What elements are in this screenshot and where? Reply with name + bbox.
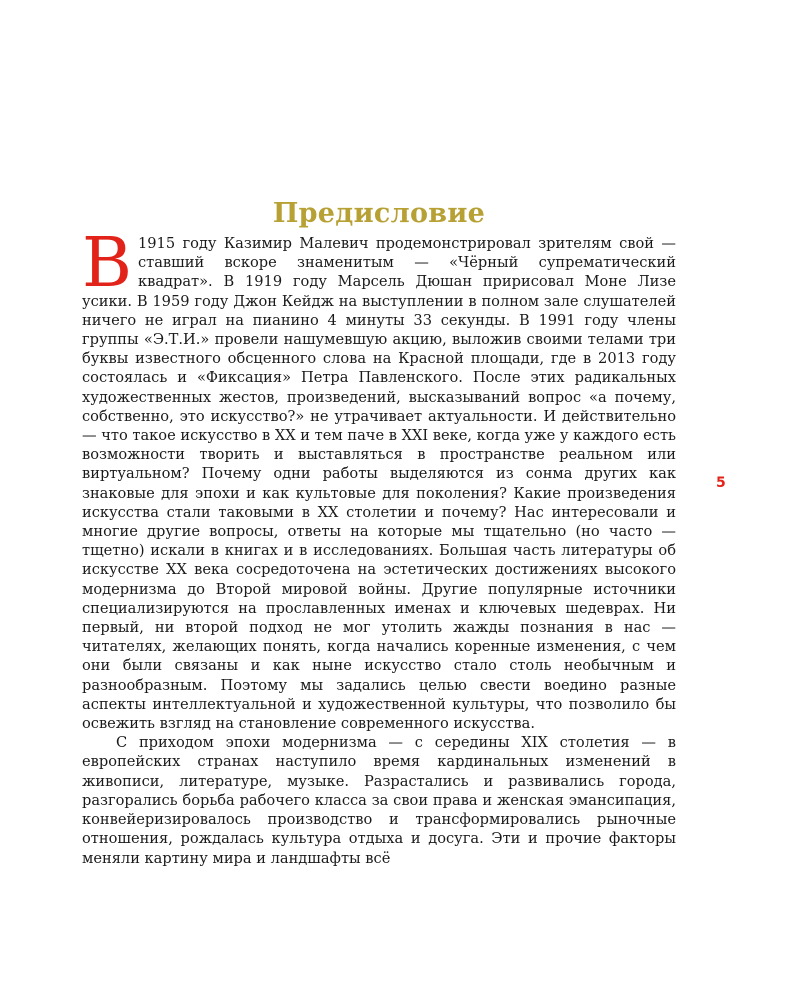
paragraph-2: С приходом эпохи модернизма — с середины XIX столетия — в европейских странах наступило время кардинальных изменений в живописи, литературе, музыке. Разрастались и развивались города, разгорались борьба рабочего класса за свои права и женская эмансипация, конвейеризировалось производство и трансформировались рыночные отношения, рождалась культура отдыха и досуга. Эти и прочие факторы меняли картину мира и ландшафты всё <box>82 734 676 867</box>
chapter-title: Предисловие <box>272 198 486 230</box>
paragraph-1 <box>82 224 676 733</box>
page-number: 5 <box>716 475 726 491</box>
body-text <box>82 224 676 868</box>
drop-cap: В <box>82 224 132 303</box>
paragraph-1-text: 1915 году Казимир Малевич продемонстрировал зрителям свой — ставший вскоре знаменитым — «Чёрный супрематический квадрат». В 1919 году Марсель Дюшан пририсовал Моне Лизе усики. В 1959 году Джон Кейдж на выступлении в полном зале слушателей ничего не играл на пианино 4 минуты 33 секунды. В 1991 году члены группы «Э.Т.И.» провели нашумевшую акцию, выложив своими телами три буквы известного обсценного слова на Красной площади, где в 2013 году состоялась и «Фиксация» Петра Павленского. После этих радикальных художественных жестов, произведений, высказываний вопрос «а почему, собственно, это искусство?» не утрачивает актуальности. И действительно — что такое искусство в XX и тем паче в XXI веке, когда уже у каждого есть возможности творить и выставляться в пространстве реальном или виртуальном? Почему одни работы выделяются из сонма других как знаковые для эпохи и как культовые для поколения? Какие произведения искусства стали таковыми в XX столетии и почему? Нас интересовали и многие другие вопросы, ответы на которые мы тщательно (но часто — тщетно) искали в книгах и в исследованиях. Большая часть литературы об искусстве XX века сосредоточена на эстетических достижениях высокого модернизма до Второй мировой войны. Другие популярные источники специализируются на прославленных именах и ключевых шедеврах. Ни первый, ни второй подход не мог утолить жажды познания в нас — читателях, желающих понять, когда начались коренные изменения, с чем они были связаны и как ныне искусство стало столь необычным и разнообразным. Поэтому мы задались целью свести воедино разные аспекты интеллектуальной и художественной культуры, что позволило бы освежить взгляд на становление современного искусства. <box>82 235 676 733</box>
